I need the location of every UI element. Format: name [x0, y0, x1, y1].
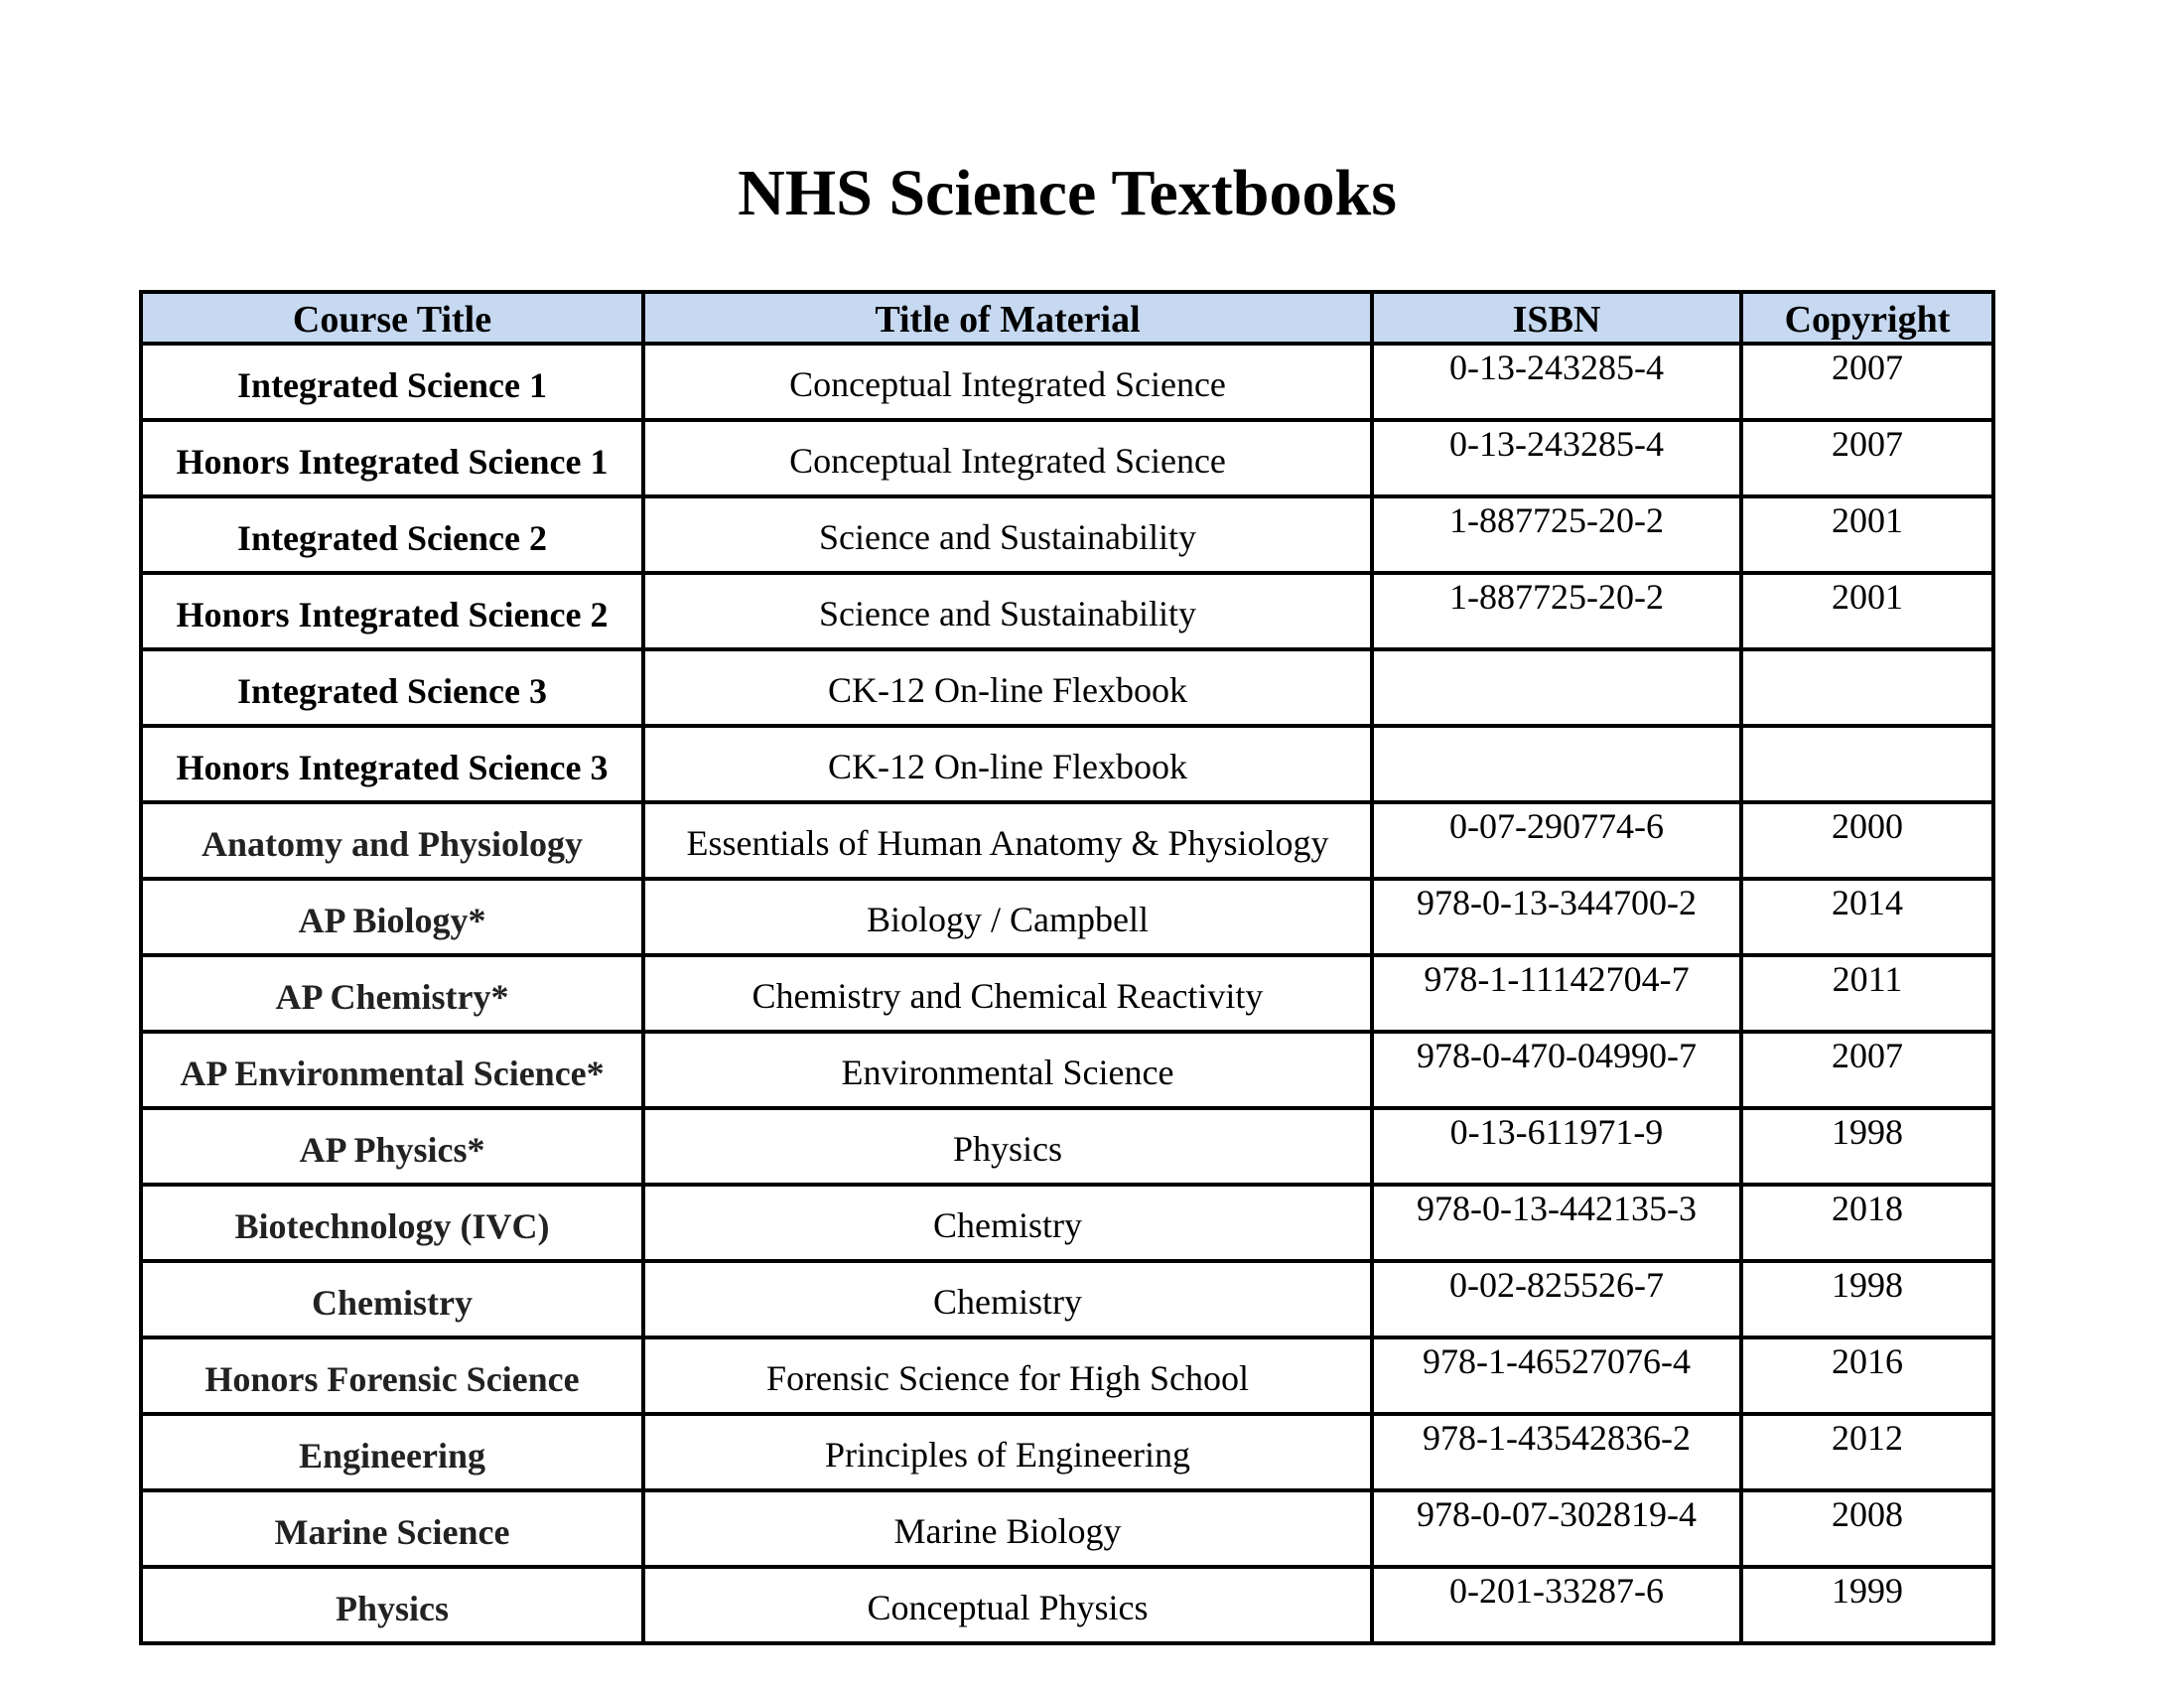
- table-row: [141, 496, 1993, 573]
- course-title-cell: AP Environmental Science*: [141, 1032, 643, 1108]
- page-title: NHS Science Textbooks: [738, 157, 1397, 229]
- material-title-cell: Science and Sustainability: [643, 496, 1372, 573]
- table-row: [141, 573, 1993, 649]
- material-title-cell: CK-12 On-line Flexbook: [643, 726, 1372, 802]
- textbook-table-container: [139, 290, 1991, 1645]
- copyright-cell: 2014: [1741, 879, 1993, 955]
- course-title-cell: AP Physics*: [141, 1108, 643, 1185]
- isbn-cell: 0-201-33287-6: [1372, 1567, 1741, 1643]
- material-title-cell: Chemistry and Chemical Reactivity: [643, 955, 1372, 1032]
- material-title-cell: Science and Sustainability: [643, 573, 1372, 649]
- isbn-cell: 0-13-611971-9: [1372, 1108, 1741, 1185]
- copyright-cell: 2016: [1741, 1337, 1993, 1414]
- isbn-cell: 978-1-46527076-4: [1372, 1337, 1741, 1414]
- material-title-cell: Physics: [643, 1108, 1372, 1185]
- copyright-cell: 1999: [1741, 1567, 1993, 1643]
- course-title-cell: Honors Integrated Science 3: [141, 726, 643, 802]
- table-row: [141, 1185, 1993, 1261]
- course-title-cell: Engineering: [141, 1414, 643, 1490]
- material-title-cell: Conceptual Physics: [643, 1567, 1372, 1643]
- course-title-cell: Honors Forensic Science: [141, 1337, 643, 1414]
- copyright-cell: 2007: [1741, 344, 1993, 420]
- isbn-cell: 1-887725-20-2: [1372, 573, 1741, 649]
- table-row: [141, 1032, 1993, 1108]
- copyright-cell: 1998: [1741, 1261, 1993, 1337]
- copyright-cell: [1741, 726, 1993, 802]
- material-title-cell: Chemistry: [643, 1185, 1372, 1261]
- isbn-cell: 0-13-243285-4: [1372, 420, 1741, 496]
- isbn-cell: 978-1-11142704-7: [1372, 955, 1741, 1032]
- course-title-cell: Honors Integrated Science 1: [141, 420, 643, 496]
- isbn-cell: 978-1-43542836-2: [1372, 1414, 1741, 1490]
- course-title-cell: Integrated Science 2: [141, 496, 643, 573]
- material-title-cell: Conceptual Integrated Science: [643, 420, 1372, 496]
- course-title-cell: Integrated Science 3: [141, 649, 643, 726]
- course-title-cell: Marine Science: [141, 1490, 643, 1567]
- copyright-cell: [1741, 649, 1993, 726]
- material-title-cell: Chemistry: [643, 1261, 1372, 1337]
- table-row: [141, 879, 1993, 955]
- isbn-cell: 978-0-07-302819-4: [1372, 1490, 1741, 1567]
- material-title-cell: Marine Biology: [643, 1490, 1372, 1567]
- table-row: [141, 420, 1993, 496]
- table-row: [141, 1490, 1993, 1567]
- table-row: [141, 1414, 1993, 1490]
- copyright-cell: 2011: [1741, 955, 1993, 1032]
- material-title-cell: Biology / Campbell: [643, 879, 1372, 955]
- header-title-of-material: Title of Material: [643, 292, 1372, 344]
- isbn-cell: 0-07-290774-6: [1372, 802, 1741, 879]
- material-title-cell: Essentials of Human Anatomy & Physiology: [643, 802, 1372, 879]
- material-title-cell: Principles of Engineering: [643, 1414, 1372, 1490]
- table-row: [141, 726, 1993, 802]
- copyright-cell: 2001: [1741, 496, 1993, 573]
- copyright-cell: 2007: [1741, 1032, 1993, 1108]
- isbn-cell: 1-887725-20-2: [1372, 496, 1741, 573]
- table-row: [141, 649, 1993, 726]
- copyright-cell: 2001: [1741, 573, 1993, 649]
- material-title-cell: Conceptual Integrated Science: [643, 344, 1372, 420]
- copyright-cell: 2007: [1741, 420, 1993, 496]
- table-row: [141, 1261, 1993, 1337]
- copyright-cell: 2012: [1741, 1414, 1993, 1490]
- isbn-cell: 0-02-825526-7: [1372, 1261, 1741, 1337]
- isbn-cell: [1372, 726, 1741, 802]
- table-row: [141, 955, 1993, 1032]
- isbn-cell: [1372, 649, 1741, 726]
- copyright-cell: 1998: [1741, 1108, 1993, 1185]
- header-isbn: ISBN: [1372, 292, 1741, 344]
- material-title-cell: Forensic Science for High School: [643, 1337, 1372, 1414]
- course-title-cell: Chemistry: [141, 1261, 643, 1337]
- isbn-cell: 0-13-243285-4: [1372, 344, 1741, 420]
- table-header-row: [141, 292, 1993, 344]
- material-title-cell: CK-12 On-line Flexbook: [643, 649, 1372, 726]
- material-title-cell: Environmental Science: [643, 1032, 1372, 1108]
- isbn-cell: 978-0-13-344700-2: [1372, 879, 1741, 955]
- course-title-cell: Honors Integrated Science 2: [141, 573, 643, 649]
- course-title-cell: Physics: [141, 1567, 643, 1643]
- course-title-cell: AP Chemistry*: [141, 955, 643, 1032]
- course-title-cell: Biotechnology (IVC): [141, 1185, 643, 1261]
- table-row: [141, 344, 1993, 420]
- table-row: [141, 1567, 1993, 1643]
- header-course-title: Course Title: [141, 292, 643, 344]
- header-copyright: Copyright: [1741, 292, 1993, 344]
- isbn-cell: 978-0-470-04990-7: [1372, 1032, 1741, 1108]
- copyright-cell: 2000: [1741, 802, 1993, 879]
- copyright-cell: 2018: [1741, 1185, 1993, 1261]
- course-title-cell: AP Biology*: [141, 879, 643, 955]
- isbn-cell: 978-0-13-442135-3: [1372, 1185, 1741, 1261]
- course-title-cell: Anatomy and Physiology: [141, 802, 643, 879]
- copyright-cell: 2008: [1741, 1490, 1993, 1567]
- table-row: [141, 1108, 1993, 1185]
- table-row: [141, 802, 1993, 879]
- table-row: [141, 1337, 1993, 1414]
- textbook-table: [139, 290, 1995, 1645]
- course-title-cell: Integrated Science 1: [141, 344, 643, 420]
